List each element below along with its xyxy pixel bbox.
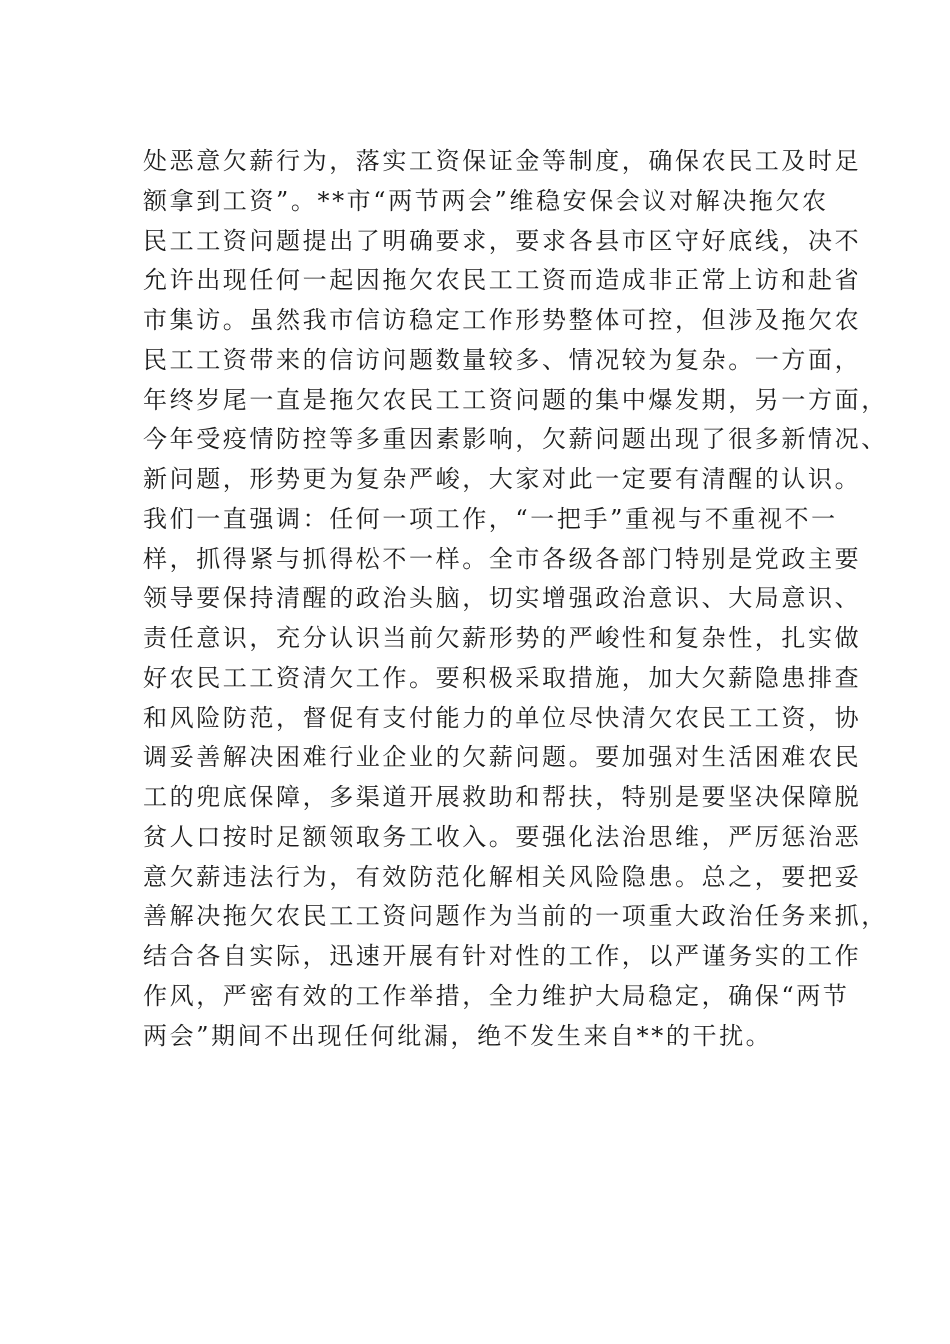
text-line: 责任意识，充分认识当前欠薪形势的严峻性和复杂性，扎实做 — [143, 624, 862, 652]
text-line: 善解决拖欠农民工工资问题作为当前的一项重大政治任务来抓， — [143, 902, 888, 931]
text-line: 调妥善解决困难行业企业的欠薪问题。要加强对生活困难农民 — [143, 743, 862, 772]
text-line: 民工工资问题提出了明确要求，要求各县市区守好底线，决不 — [143, 226, 862, 255]
text-line: 贫人口按时足额领取务工收入。要强化法治思维，严厉惩治恶 — [143, 822, 862, 851]
text-line: 今年受疫情防控等多重因素影响，欠薪问题出现了很多新情况、 — [143, 425, 888, 454]
text-line: 新问题，形势更为复杂严峻，大家对此一定要有清醒的认识。 — [143, 465, 862, 493]
text-line: 和风险防范，督促有支付能力的单位尽快清欠农民工工资，协 — [143, 703, 862, 732]
text-line: 好农民工工资清欠工作。要积极采取措施，加大欠薪隐患排查 — [143, 663, 862, 692]
body-paragraph — [143, 142, 888, 1056]
text-line: 工的兜底保障，多渠道开展救助和帮扶，特别是要坚决保障脱 — [143, 783, 862, 811]
text-line: 意欠薪违法行为，有效防范化解相关风险隐患。总之，要把妥 — [143, 862, 862, 891]
text-line: 我们一直强调：任何一项工作，“一把手”重视与不重视不一 — [143, 504, 838, 533]
text-line: 额拿到工资”。**市“两节两会”维稳安保会议对解决拖欠农 — [143, 186, 829, 215]
text-line: 民工工资带来的信访问题数量较多、情况较为复杂。一方面， — [143, 345, 862, 374]
text-line: 允许出现任何一起因拖欠农民工工资而造成非正常上访和赴省 — [143, 266, 862, 295]
text-line: 市集访。虽然我市信访稳定工作形势整体可控，但涉及拖欠农 — [143, 306, 862, 334]
text-line: 处恶意欠薪行为，落实工资保证金等制度，确保农民工及时足 — [143, 147, 862, 175]
text-line: 结合各自实际，迅速开展有针对性的工作，以严谨务实的工作 — [143, 942, 862, 970]
text-line: 作风，严密有效的工作举措，全力维护大局稳定，确保“两节 — [143, 981, 850, 1010]
text-line: 领导要保持清醒的政治头脑，切实增强政治意识、大局意识、 — [143, 584, 862, 613]
text-line: 年终岁尾一直是拖欠农民工工资问题的集中爆发期，另一方面， — [143, 385, 888, 414]
text-line: 样，抓得紧与抓得松不一样。全市各级各部门特别是党政主要 — [143, 544, 862, 573]
text-line: 两会”期间不出现任何纰漏，绝不发生来自**的干扰。 — [143, 1021, 773, 1050]
